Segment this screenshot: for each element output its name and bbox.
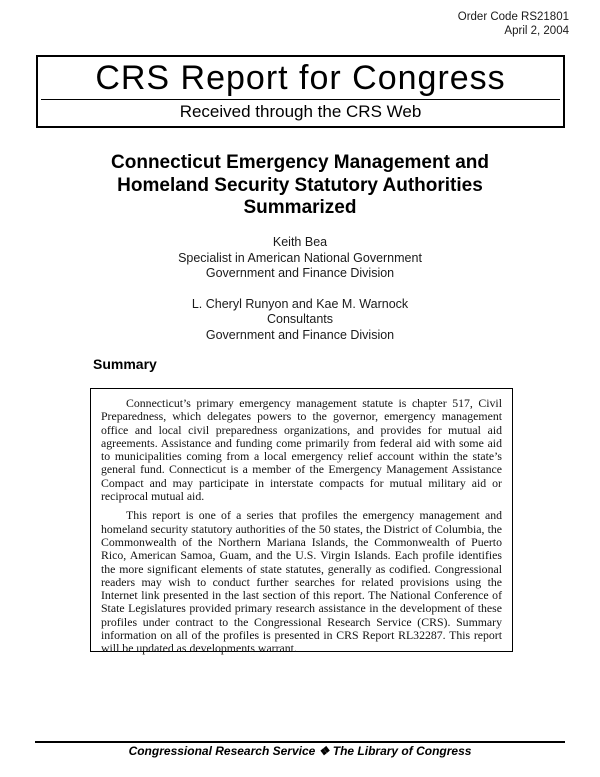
order-code: Order Code RS21801 bbox=[457, 11, 569, 23]
page-title-line-1: Connecticut Emergency Management and bbox=[111, 152, 489, 173]
author-group bbox=[0, 235, 600, 282]
page-title bbox=[0, 152, 600, 220]
authors-block bbox=[0, 235, 600, 343]
author-role: Consultants bbox=[266, 312, 333, 326]
author-group bbox=[0, 297, 600, 344]
summary-paragraph-1: Connecticut’s primary emergency management statute is chapter 517, Civil Preparedness, which delegates powers to the governor, emergency management office and local civil preparedness organizations, and provides for mutual aid agreements. Assistance and funding come primarily from federal aid with some aid to municipalities coming from a local emergency relief account within the state’s general fund. Connecticut is a member of the Emergency Management Assistance Compact and may participate in interstate compacts for mutual military aid or reciprocal mutual aid. bbox=[101, 396, 502, 504]
masthead-box bbox=[36, 55, 565, 128]
footer-text: Congressional Research Service ❖ The Library of Congress bbox=[128, 744, 472, 758]
author-division: Government and Finance Division bbox=[205, 327, 395, 342]
masthead-title: CRS Report for Congress bbox=[95, 59, 506, 97]
author-name: Keith Bea bbox=[272, 235, 328, 249]
summary-box bbox=[90, 388, 513, 656]
page-title-line-3: Summarized bbox=[243, 197, 357, 218]
summary-paragraph-2: This report is one of a series that profiles the emergency management and homeland security statutory authorities of the 50 states, the District of Columbia, the Commonwealth of the Northern Mariana Islands, the Commonwealth of Puerto Rico, American Samoa, Guam, and the U.S. Virgin Islands. Each profile identifies the more significant elements of state statutes, generally as codified. Congressional readers may wish to conduct further searches for related provisions using the Internet link presented in the last section of this report. The National Conference of State Legislatures provided primary research assistance in the development of these profiles under contract to the Congressional Research Service (CRS). Summary information on all of the profiles is presented in CRS Report RL32287. This report will be updated as developments warrant. bbox=[101, 508, 502, 656]
masthead-subtitle: Received through the CRS Web bbox=[179, 102, 422, 121]
page-title-line-2: Homeland Security Statutory Authorities bbox=[117, 174, 483, 196]
author-role: Specialist in American National Government bbox=[178, 250, 422, 265]
order-code-block bbox=[458, 10, 569, 38]
report-date: April 2, 2004 bbox=[504, 25, 569, 37]
summary-heading: Summary bbox=[93, 356, 157, 372]
author-name: L. Cheryl Runyon and Kae M. Warnock bbox=[191, 296, 409, 311]
page-footer bbox=[35, 741, 565, 758]
author-division: Government and Finance Division bbox=[205, 266, 395, 280]
